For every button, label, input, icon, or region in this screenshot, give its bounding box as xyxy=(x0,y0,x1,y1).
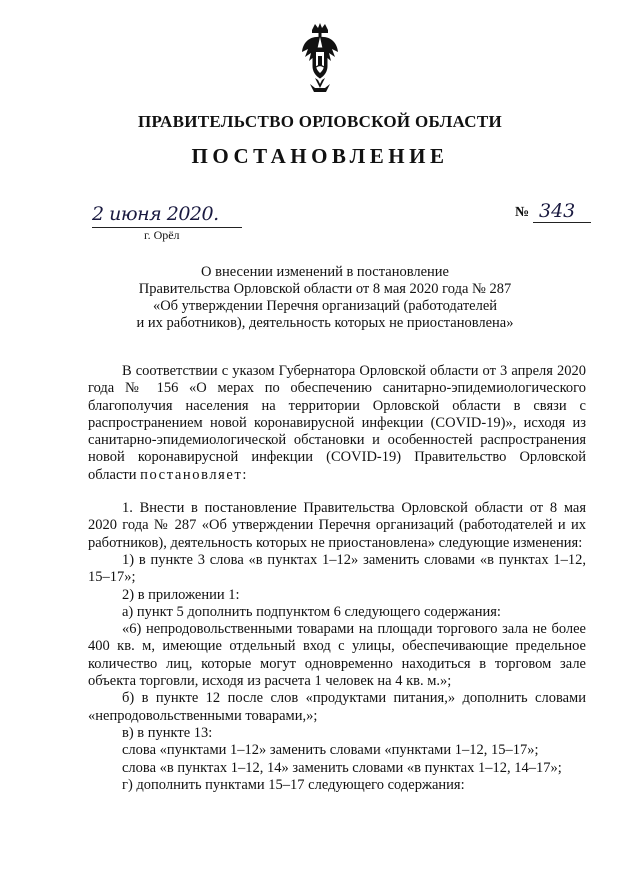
document-type-title: ПОСТАНОВЛЕНИЕ xyxy=(191,144,449,168)
government-title: ПРАВИТЕЛЬСТВО ОРЛОВСКОЙ ОБЛАСТИ xyxy=(137,112,503,131)
preamble-text: В соответствии с указом Губернатора Орловской области от 3 апреля 2020 года № 156 «О мерах по обеспечению санитарно-эпидемиологического благополучия населения на территории Орловской области в связи с распространением новой коронавирусной инфекции (COVID-19)», исходя из санитарно-эпидемиологической обстановки и особенностей распространения новой коронавирусной инфекции (COVID-19) Правительство Орловской области xyxy=(88,363,586,483)
item-1-2: 2) в приложении 1: xyxy=(122,586,240,603)
subject-line: «Об утверждении Перечня организаций (работодателей xyxy=(152,298,498,314)
item-1: 1. Внести в постановление Правительства Орловской области от 8 мая 2020 года № 287 «Об утверждении Перечня организаций (работодателей и их работников), деятельность которых не приостановлена» следующие изменения: xyxy=(88,500,586,551)
resolves-word: постановляет: xyxy=(140,466,249,483)
item-1-2-v-1: слова «пунктами 1–12» заменить словами «пунктами 1–12, 15–17»; xyxy=(122,742,539,759)
coat-of-arms-icon xyxy=(300,22,340,94)
document-subject xyxy=(100,264,550,332)
item-1-2-g: г) дополнить пунктами 15–17 следующего содержания: xyxy=(122,776,465,793)
item-1-1: 1) в пункте 3 слова «в пунктах 1–12» заменить словами «в пунктах 1–12, 15–17»; xyxy=(88,551,586,586)
subject-line: О внесении изменений в постановление xyxy=(201,264,449,280)
city-label: г. Орёл xyxy=(144,228,180,242)
item-1-2-v-2: слова «в пунктах 1–12, 14» заменить словами «в пунктах 1–12, 14–17»; xyxy=(122,759,562,776)
handwritten-date: 2 июня 2020. xyxy=(92,201,242,228)
handwritten-number: 343 xyxy=(533,199,591,223)
subject-line: Правительства Орловской области от 8 мая 2020 года № 287 xyxy=(138,281,512,297)
item-1-2-b: б) в пункте 12 после слов «продуктами питания,» дополнить словами «непродовольственными товарами,»; xyxy=(88,690,586,724)
item-1-2-a: а) пункт 5 дополнить подпунктом 6 следующего содержания: xyxy=(122,603,501,620)
item-1-2-a-quote: «6) непродовольственными товарами на площади торгового зала не более 400 кв. м, имеющие отдельный вход с улицы, обеспечивающие предельное количество лиц, которые могут одновременно находиться в торговом зале объекта торговли, исходя из расчета 1 человек на 4 кв. м.»; xyxy=(88,621,586,690)
number-label: № xyxy=(515,205,530,220)
subject-line: и их работников), деятельность которых не приостановлена» xyxy=(136,315,514,331)
item-1-2-v: в) в пункте 13: xyxy=(122,724,213,741)
document-body xyxy=(88,363,586,794)
preamble-paragraph xyxy=(88,363,586,484)
